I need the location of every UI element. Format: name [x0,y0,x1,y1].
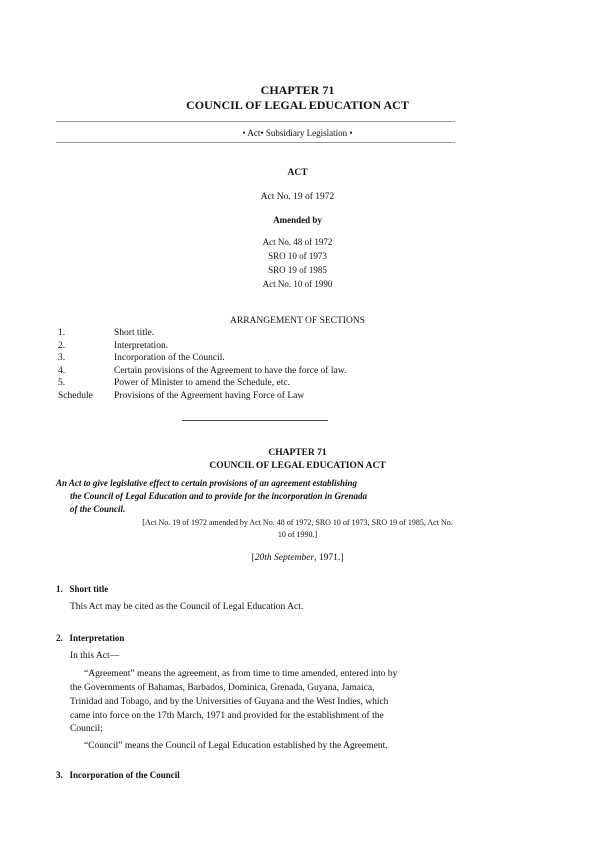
arrangement-heading: ARRANGEMENT OF SECTIONS [230,316,365,326]
amendment-item: Act No. 48 of 1972 [262,237,333,247]
amended-by-label: Amended by [273,215,322,225]
toc-number: 5. [58,378,66,388]
long-title-line: of the Council. [70,504,126,514]
bullet: • [242,128,246,138]
toc-number: 3. [58,353,66,363]
body-act-title: COUNCIL OF LEGAL EDUCATION ACT [209,461,386,471]
toc-entry-minister-power[interactable]: Power of Minister to amend the Schedule, etc. [114,378,290,388]
definition-line: “Agreement” means the agreement, as from time to time amended, entered into by [84,669,398,679]
body-chapter-heading: CHAPTER 71 [268,448,327,458]
long-title-line: the Council of Legal Education and to provide for the incorporation in Grenada [70,491,368,501]
toc-number: 1. [58,328,66,338]
bullet: • [349,128,353,138]
long-title-line: An Act to give legislative effect to certain provisions of an agreement establishing [56,478,357,488]
act-title: COUNCIL OF LEGAL EDUCATION ACT [186,98,409,112]
definition-line: the Governments of Bahamas, Barbados, Dominica, Grenada, Guyana, Jamaica, [70,683,375,693]
section-heading-3: 3. Incorporation of the Council [56,770,180,780]
chapter-heading: CHAPTER 71 [260,83,335,97]
toc-number: Schedule [58,391,93,401]
section-2-intro: In this Act— [70,651,120,661]
commencement-date: [20th September, 1971.] [251,553,344,563]
section-heading-2: 2. Interpretation [56,633,125,643]
toc-entry-interpretation[interactable]: Interpretation. [114,341,169,351]
citation-line: [Act No. 19 of 1972 amended by Act No. 48 of 1972, SRO 10 of 1973, SRO 19 of 1985, Act No. [142,518,453,527]
amendment-item: SRO 10 of 1973 [268,251,327,261]
act-number: Act No. 19 of 1972 [260,192,335,202]
toc-entry-force-of-law[interactable]: Certain provisions of the Agreement to have the force of law. [114,366,347,376]
toc-number: 2. [58,341,66,351]
citation-line: 10 of 1990.] [277,530,318,539]
section-divider [182,420,328,421]
toc-entry-short-title[interactable]: Short title. [114,328,155,338]
section-heading-1: 1. Short title [56,584,109,594]
toc-entry-schedule[interactable]: Provisions of the Agreement having Force of Law [114,391,305,401]
amendment-item: Act No. 10 of 1990 [262,279,333,289]
bullet: • [260,128,264,138]
act-link[interactable]: Act [247,128,261,138]
amendment-item: SRO 19 of 1985 [268,265,327,275]
definition-line: Trinidad and Tobago, and by the Universities of Guyana and the West Indies, which [70,697,389,707]
section-1-text: This Act may be cited as the Council of Legal Education Act. [70,602,304,612]
definition-line: Council; [70,724,103,734]
act-heading: ACT [287,168,308,178]
toc-number: 4. [58,366,66,376]
nav-links [0,128,595,138]
definition-council: “Council” means the Council of Legal Education established by the Agreement. [84,741,388,751]
subsidiary-legislation-link[interactable]: Subsidiary Legislation [265,128,348,138]
nav-top-rule [56,121,455,122]
toc-entry-incorporation[interactable]: Incorporation of the Council. [114,353,225,363]
nav-bottom-rule [56,142,455,143]
definition-line: came into force on the 17th March, 1971 and provided for the establishment of the [70,711,384,721]
